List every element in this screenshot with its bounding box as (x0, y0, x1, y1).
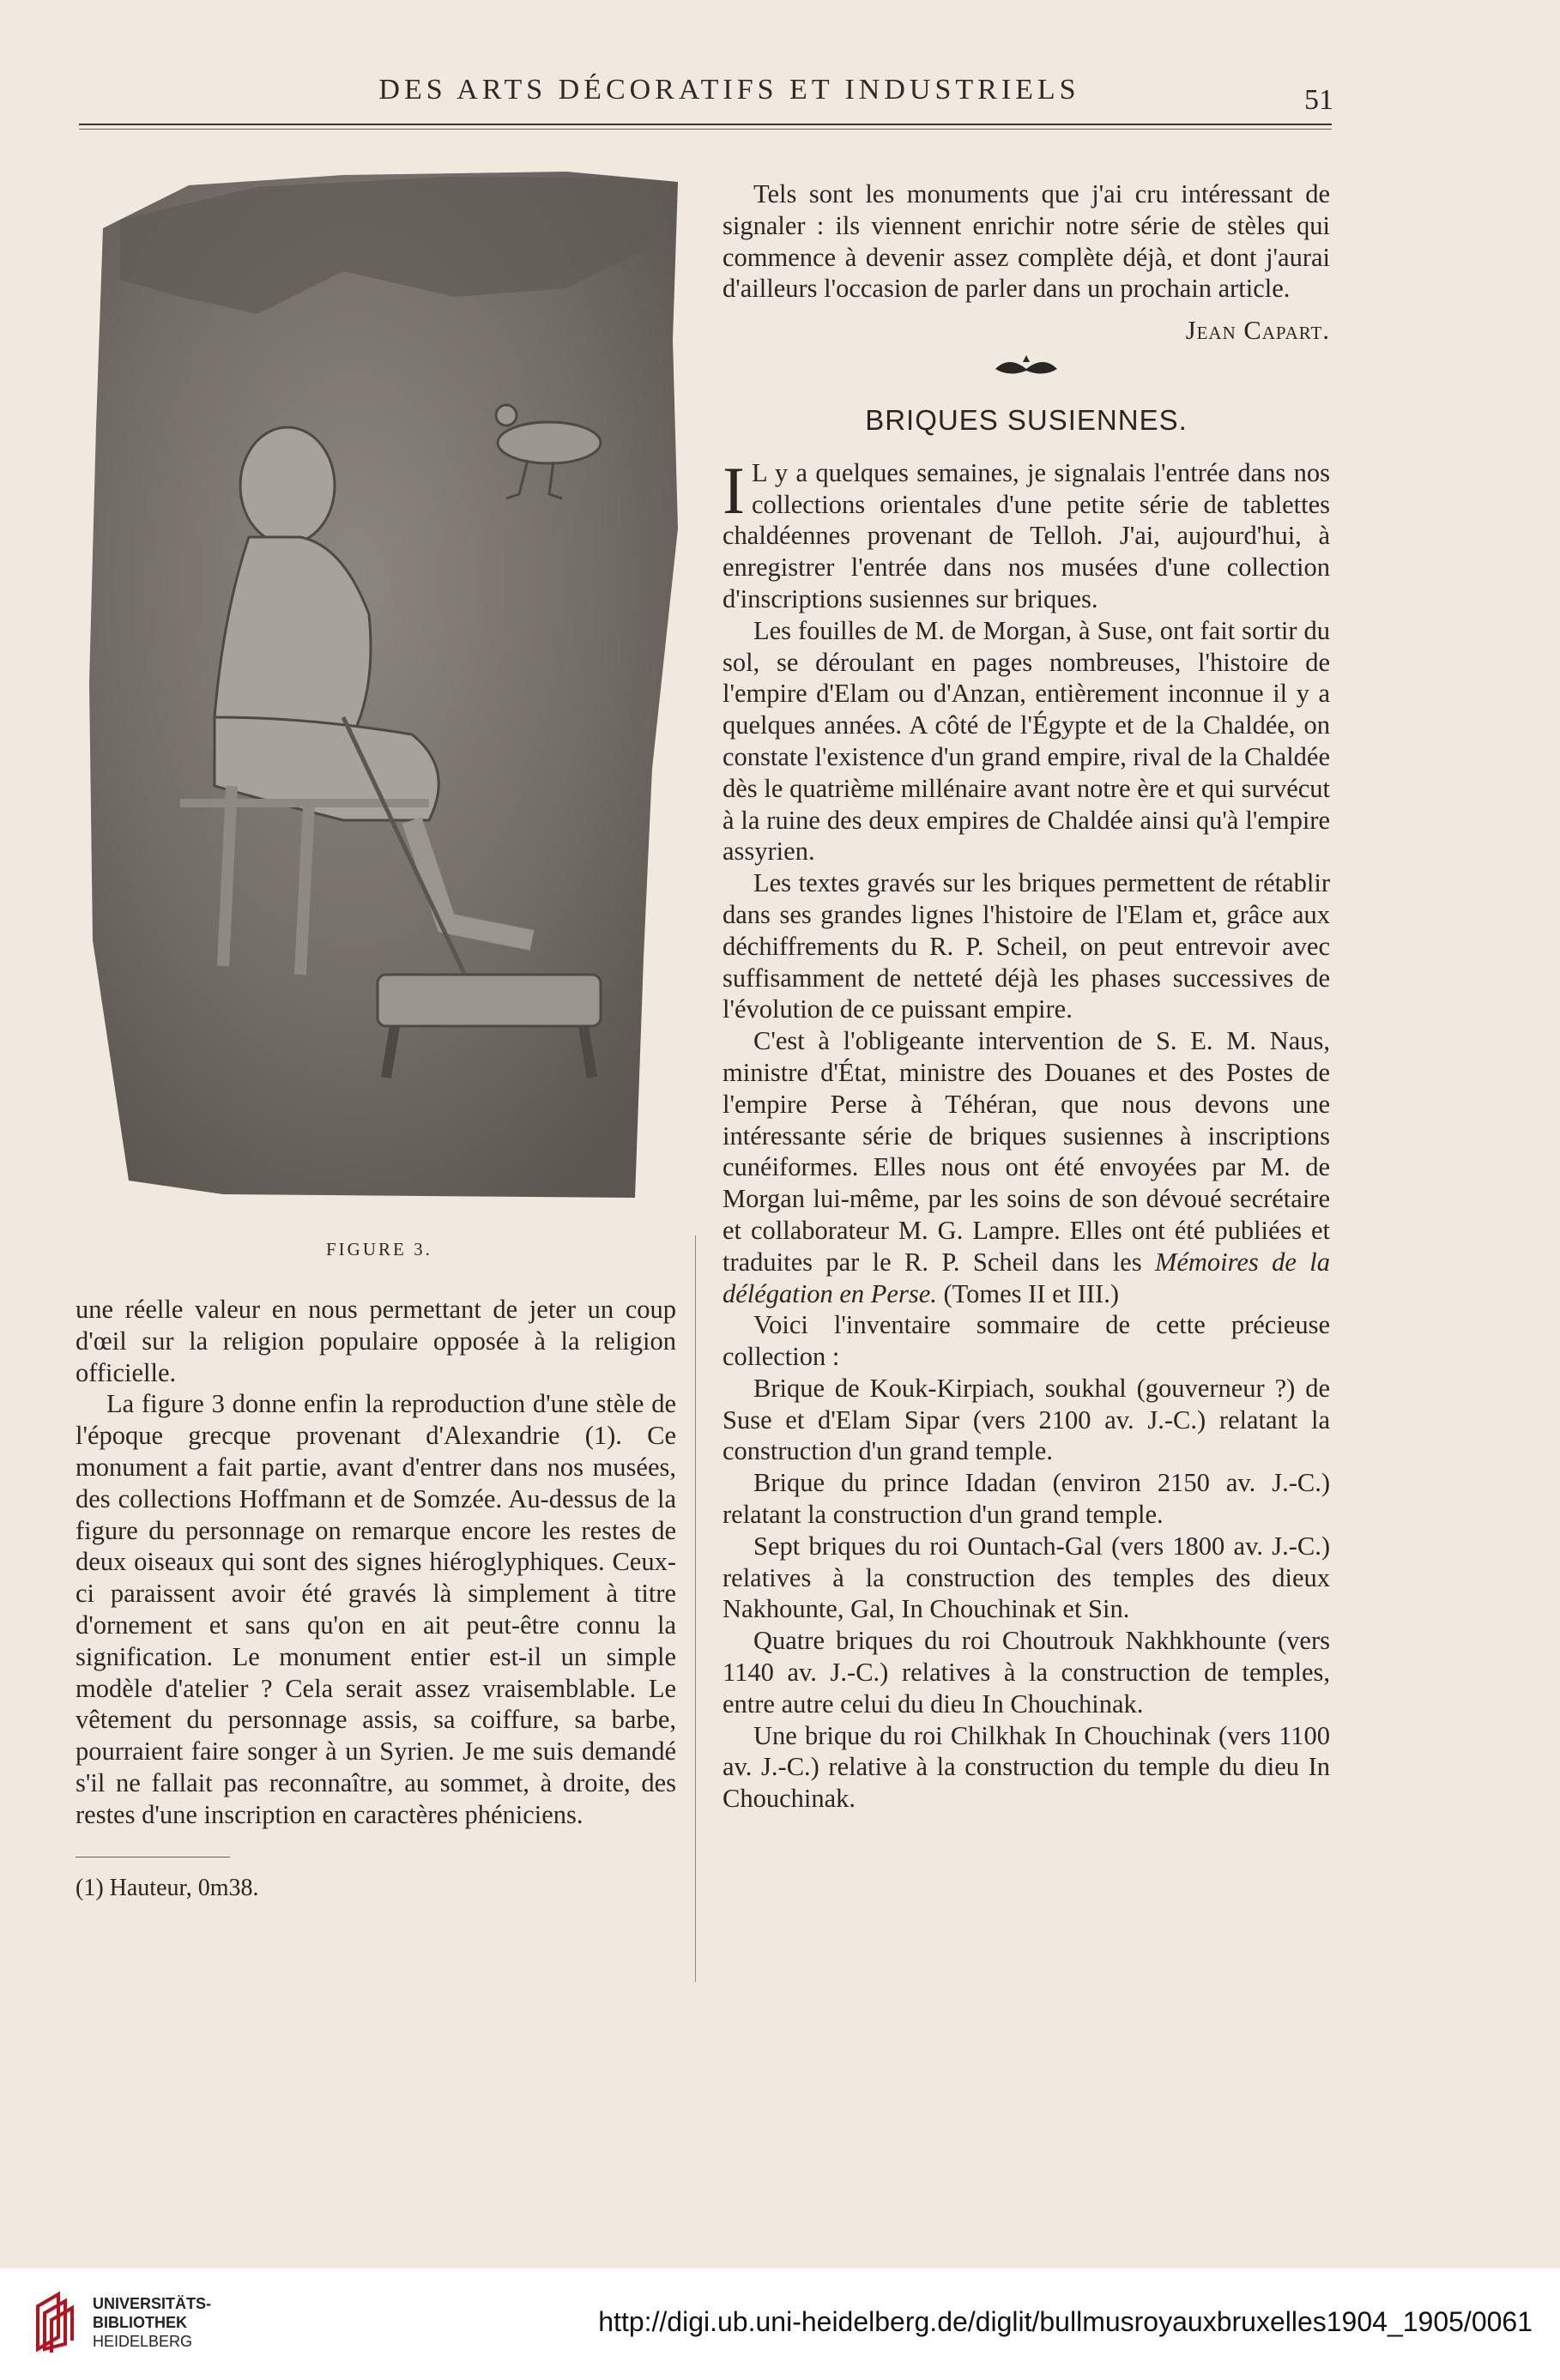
publication-title: Mémoires de la délégation en Perse. (723, 1247, 1330, 1308)
paragraph: La figure 3 donne enfin la reproduction d'une stèle de l'époque grecque provenant d'Alexandrie (1). Ce monument a fait partie, avant d'entrer dans nos musées, des collections Hoffmann et de Somzée. Au-dessus de la figure du personnage on remarque encore les restes de deux oiseaux qui sont des signes hiéroglyphiques. Ceux-ci paraissent avoir été gravés là simplement à titre d'ornement et sans qu'on en ait peut-être connu la signification. Le monument entier est-il un simple modèle d'atelier ? Cela serait assez vraisemblable. Le vêtement du personnage assis, sa coiffure, sa barbe, pourraient faire songer à un Syrien. Je me suis demandé s'il ne fallait pas reconnaître, au sommet, à droite, des restes d'une inscription en caractères phéniciens. (76, 1389, 676, 1829)
stele-photograph (86, 168, 678, 1206)
inventory-item: Quatre briques du roi Choutrouk Nakhkhounte (vers 1140 av. J.-C.) relatives à la construction de temples, entre autre celui du dieu In Chouchinak. (723, 1626, 1330, 1719)
paragraph: Voici l'inventaire sommaire de cette précieuse collection : (723, 1310, 1330, 1372)
page-number: 51 (1304, 84, 1333, 116)
running-head: DES ARTS DÉCORATIFS ET INDUSTRIELS (378, 74, 1080, 106)
section-title: BRIQUES SUSIENNES. (865, 403, 1188, 436)
author-signature: Jean Capart. (1185, 316, 1330, 346)
ornament-icon (723, 352, 1330, 393)
paragraph-with-dropcap (723, 452, 1330, 615)
header-rule-thin (79, 129, 1332, 130)
paragraph: une réelle valeur en nous permettant de jeter un coup d'œil sur la religion populaire opposée à la religion officielle. (76, 1295, 676, 1387)
paragraph: Les textes gravés sur les briques permettent de rétablir dans ses grandes lignes l'histoire de l'Elam et, grâce aux déchiffrements du R. P. Scheil, on peut entrevoir avec suffisamment de netteté déjà les phases successives de l'évolution de ce puissant empire. (723, 868, 1330, 1024)
left-column (76, 1294, 676, 1904)
column-divider (695, 1235, 696, 1982)
inventory-item: Sept briques du roi Ountach-Gal (vers 1800 av. J.-C.) relatives à la construction des temples des dieux Nakhounte, Gal, In Chouchinak et Sin. (723, 1531, 1330, 1624)
library-logo-icon (33, 2289, 86, 2358)
paragraph-text: (Tomes II et III.) (936, 1278, 1119, 1308)
inventory-item: Brique de Kouk-Kirpiach, soukhal (gouverneur ?) de Suse et d'Elam Sipar (vers 2100 av. J.-C.) relatant la construction d'un grand temple. (723, 1373, 1330, 1466)
header-rule (79, 124, 1332, 125)
paragraph (723, 1025, 1330, 1309)
paragraph-text: L y a quelques semaines, je signalais l'entrée dans nos collections orientales d'une petite série de tablettes chaldéennes provenant de Telloh. J'ai, aujourd'hui, à enregistrer l'entrée dans nos musées d'une collection d'inscriptions susiennes sur briques. (723, 457, 1330, 613)
footnote: (1) Hauteur, 0m38. (76, 1874, 259, 1901)
paragraph: Les fouilles de M. de Morgan, à Suse, ont fait sortir du sol, se déroulant en pages nombreuses, l'histoire de l'empire d'Elam ou d'Anzan, entièrement inconnue il y a quelques années. A côté de l'Égypte et de la Chaldée, on constate l'existence d'un grand empire, rival de la Chaldée dès le quatrième millénaire avant notre ère et qui survécut à la ruine des deux empires de Chaldée ainsi qu'à l'empire assyrien. (723, 615, 1330, 867)
digitization-footer (0, 2268, 1560, 2380)
permalink-url[interactable]: http://digi.ub.uni-heidelberg.de/diglit/bullmusroyauxbruxelles1904_1905/0061 (598, 2306, 1533, 2337)
right-column (723, 178, 1330, 1815)
inventory-item: Une brique du roi Chilkhak In Chouchinak (vers 1100 av. J.-C.) relative à la construction du temple du dieu In Chouchinak. (723, 1720, 1330, 1814)
drop-cap: I (723, 452, 745, 528)
paragraph-text: C'est à l'obligeante intervention de S. E. M. Naus, ministre d'État, ministre des Douanes et des Postes de l'empire Perse à Téhéran, que nous devons une intéressante série de briques susiennes à inscriptions cunéiformes. Elles nous ont été envoyées par M. de Morgan lui-même, par les soins de son dévoué secrétaire et collaborateur M. G. Lampre. Elles ont été publiées et traduites par le R. P. Scheil dans les (723, 1026, 1330, 1277)
paragraph: Tels sont les monuments que j'ai cru intéressant de signaler : ils viennent enrichir notre série de stèles qui commence à devenir assez complète déjà, et dont j'aurai d'ailleurs l'occasion de parler dans un prochain article. (723, 179, 1330, 304)
figure-caption: FIGURE 3. (326, 1239, 432, 1259)
inventory-item: Brique du prince Idadan (environ 2150 av. J.-C.) relatant la construction d'un grand temple. (723, 1468, 1330, 1530)
library-name: UNIVERSITÄTS- BIBLIOTHEK HEIDELBERG (93, 2295, 212, 2350)
